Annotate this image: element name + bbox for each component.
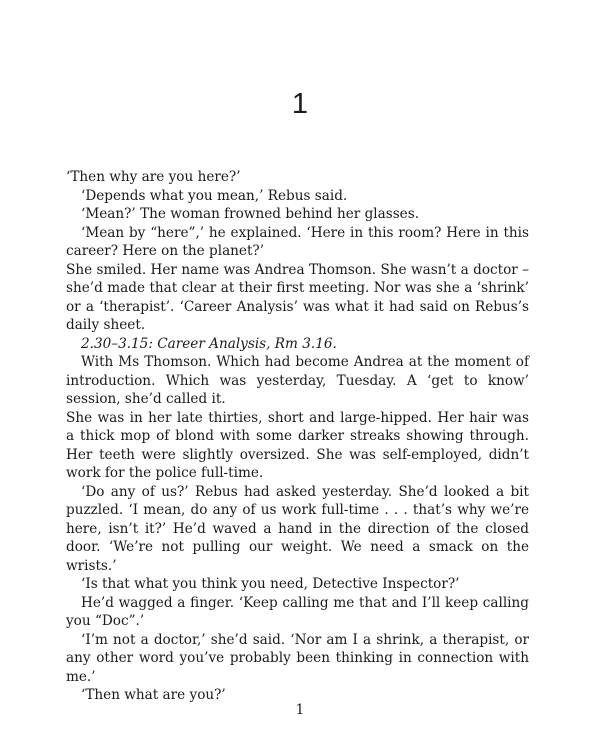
paragraph: 2.30–3.15: Career Analysis, Rm 3.16. — [81, 335, 337, 352]
page-number: 1 — [295, 702, 305, 718]
paragraph: ‘Mean by “here”,’ he explained. ‘Here in this room? Here in this career? Here on the planet?’ — [66, 224, 529, 260]
paragraph: She was in her late thirties, short and large-hipped. Her hair was a thick mop of blond with some darker streaks showing through. Her teeth were slightly oversized. She was self-employed, didn’t work for the police full-time. — [66, 409, 529, 482]
paragraph: ‘Is that what you think you need, Detective Inspector?’ — [81, 576, 460, 593]
chapter-number: 1 — [291, 88, 309, 120]
paragraph: ‘I’m not a doctor,’ she’d said. ‘Nor am I a shrink, a therapist, or any other word you’ve probably been thinking in connection with me.’ — [66, 631, 529, 685]
paragraph: She smiled. Her name was Andrea Thomson. She wasn’t a doctor – she’d made that clear at their first meeting. Nor was she a ‘shrink’ or a ‘therapist’. ‘Career Analysis’ was what it had said on Rebus’s daily sheet. — [66, 261, 529, 334]
chapter-body — [66, 168, 529, 705]
paragraph: ‘Then why are you here?’ — [66, 169, 241, 185]
paragraph: He’d wagged a finger. ‘Keep calling me that and I’ll keep calling you “Doc”.’ — [66, 594, 529, 630]
paragraph: ‘Mean?’ The woman frowned behind her glasses. — [81, 206, 420, 223]
paragraph: ‘Then what are you?’ — [81, 687, 226, 704]
paragraph: ‘Do any of us?’ Rebus had asked yesterday. She’d looked a bit puzzled. ‘I mean, do any of us work full-time . . . that’s why we’re here, isn’t it?’ He’d waved a hand in the direction of the closed door. ‘We’re not pulling our weight. We need a smack on the wrists.’ — [66, 483, 529, 574]
paragraph: ‘Depends what you mean,’ Rebus said. — [81, 187, 348, 204]
paragraph: With Ms Thomson. Which had become Andrea at the moment of introduction. Which was yesterday, Tuesday. A ‘get to know’ session, she’d called it. — [66, 354, 529, 408]
